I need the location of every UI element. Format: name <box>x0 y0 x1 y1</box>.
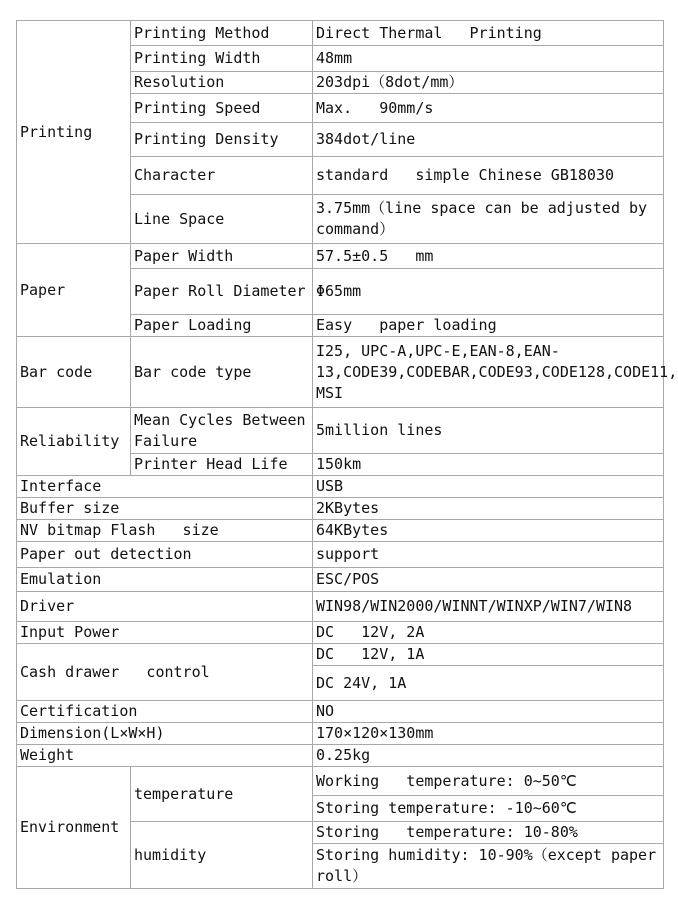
spec-value: Storing temperature: -10~60℃ <box>313 796 664 822</box>
spec-value: 384dot/line <box>313 123 664 157</box>
spec-label: Interface <box>17 476 313 498</box>
spec-value: I25, UPC-A,UPC-E,EAN-8,EAN-13,CODE39,CODEBAR,CODE93,CODE128,CODE11, MSI <box>313 337 664 408</box>
table-row <box>17 568 664 592</box>
spec-value: Easy paper loading <box>313 315 664 337</box>
spec-value: 0.25kg <box>313 745 664 767</box>
spec-value: 3.75mm（line space can be adjusted by command） <box>313 195 664 244</box>
spec-label: Resolution <box>131 72 313 94</box>
spec-value: Storing temperature: 10-80% <box>313 822 664 844</box>
spec-label: temperature <box>131 767 313 822</box>
spec-label: Driver <box>17 592 313 622</box>
spec-label: Printing Speed <box>131 94 313 123</box>
spec-value: 203dpi（8dot/mm） <box>313 72 664 94</box>
table-row <box>17 244 664 269</box>
spec-value: Max. 90mm/s <box>313 94 664 123</box>
spec-value: 170×120×130mm <box>313 723 664 745</box>
category-environment: Environment <box>17 767 131 889</box>
spec-value: Φ65mm <box>313 269 664 315</box>
spec-label: Mean Cycles Between Failure <box>131 408 313 454</box>
spec-value: USB <box>313 476 664 498</box>
table-row <box>17 476 664 498</box>
spec-value: 5million lines <box>313 408 664 454</box>
spec-label: Input Power <box>17 622 313 644</box>
spec-value: NO <box>313 701 664 723</box>
spec-value: ESC/POS <box>313 568 664 592</box>
spec-value: standard simple Chinese GB18030 <box>313 157 664 195</box>
category-printing: Printing <box>17 21 131 244</box>
spec-label: Paper Roll Diameter <box>131 269 313 315</box>
spec-label: Printing Width <box>131 46 313 72</box>
spec-value: 150km <box>313 454 664 476</box>
spec-label: humidity <box>131 822 313 889</box>
table-row <box>17 622 664 644</box>
spec-label: Printer Head Life <box>131 454 313 476</box>
table-row <box>17 701 664 723</box>
spec-value: DC 12V, 2A <box>313 622 664 644</box>
spec-value: 2KBytes <box>313 498 664 520</box>
table-row <box>17 408 664 454</box>
table-row <box>17 767 664 796</box>
category-barcode: Bar code <box>17 337 131 408</box>
spec-label: Weight <box>17 745 313 767</box>
table-row <box>17 520 664 542</box>
table-row <box>17 498 664 520</box>
spec-value: DC 12V, 1A <box>313 644 664 666</box>
spec-value: 64KBytes <box>313 520 664 542</box>
spec-label: Paper Loading <box>131 315 313 337</box>
table-row <box>17 745 664 767</box>
table-row <box>17 21 664 46</box>
spec-value: DC 24V, 1A <box>313 666 664 701</box>
table-row <box>17 644 664 666</box>
spec-value: 48mm <box>313 46 664 72</box>
spec-value: 57.5±0.5 mm <box>313 244 664 269</box>
spec-label: Line Space <box>131 195 313 244</box>
spec-label: Cash drawer control <box>17 644 313 701</box>
table-row <box>17 337 664 408</box>
spec-value: WIN98/WIN2000/WINNT/WINXP/WIN7/WIN8 <box>313 592 664 622</box>
table-row <box>17 542 664 568</box>
spec-value: Storing humidity: 10-90%（except paper roll） <box>313 844 664 889</box>
spec-value: Working temperature: 0~50℃ <box>313 767 664 796</box>
spec-label: Buffer size <box>17 498 313 520</box>
category-reliability: Reliability <box>17 408 131 476</box>
table-row <box>17 723 664 745</box>
spec-label: Character <box>131 157 313 195</box>
category-paper: Paper <box>17 244 131 337</box>
spec-label: Emulation <box>17 568 313 592</box>
spec-label: NV bitmap Flash size <box>17 520 313 542</box>
spec-label: Printing Density <box>131 123 313 157</box>
spec-label: Dimension(L×W×H) <box>17 723 313 745</box>
spec-label: Printing Method <box>131 21 313 46</box>
spec-label: Paper Width <box>131 244 313 269</box>
spec-value: support <box>313 542 664 568</box>
spec-label: Bar code type <box>131 337 313 408</box>
spec-label: Paper out detection <box>17 542 313 568</box>
spec-label: Certification <box>17 701 313 723</box>
table-row <box>17 592 664 622</box>
spec-table <box>16 20 678 889</box>
spec-value: Direct Thermal Printing <box>313 21 664 46</box>
